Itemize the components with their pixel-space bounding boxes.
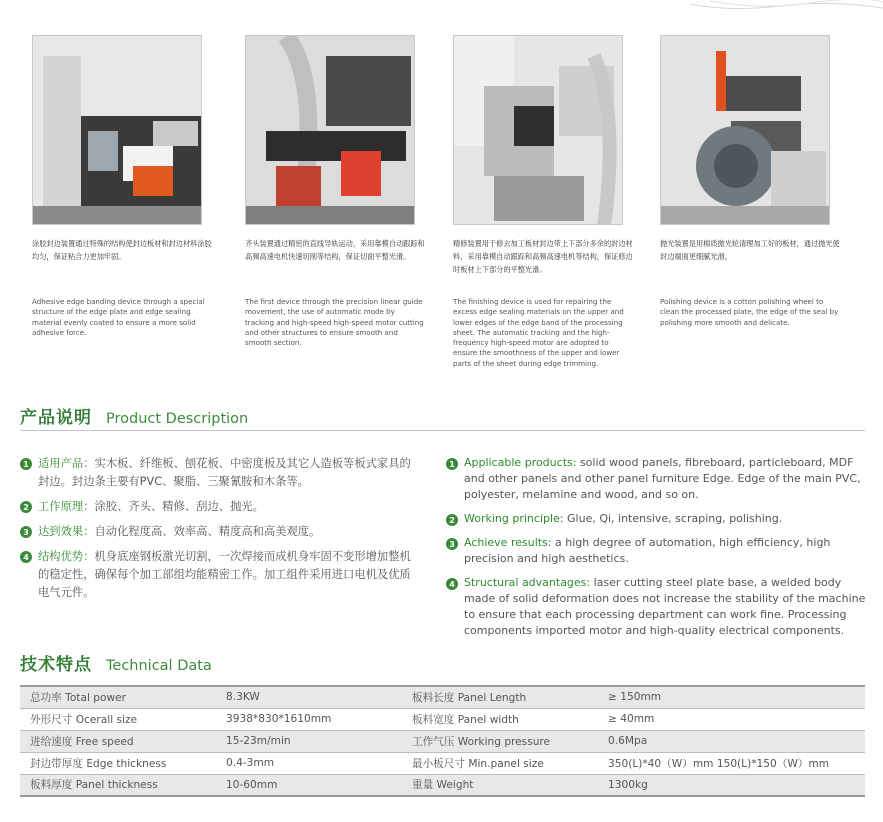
end-trimming-unit-photo	[245, 35, 415, 225]
list-item	[446, 575, 866, 639]
spec-label: 工作气压 Working pressure	[402, 730, 598, 752]
feature-caption-zh: 抛光装置是用棉质抛光轮清理加工好的板材，通过抛光使封边端面更细腻光滑。	[660, 239, 840, 261]
table-row	[20, 708, 865, 730]
polishing-unit-photo	[660, 35, 830, 225]
item-text: 涂胶、齐头、精修、刮边、抛光。	[94, 500, 264, 513]
item-text: laser cutting steel plate base, a welded body made of solid deformation does not increase the stability of the machine to ensure that each processing department can work fine. Processing components imported motor and high-quality electrical components.	[464, 576, 866, 637]
number-badge: 4	[446, 578, 458, 590]
spec-value: ≥ 40mm	[598, 708, 865, 730]
feature-fine-trimming	[453, 35, 633, 368]
item-text: solid wood panels, fibreboard, particleboard, MDF and other panels and other panel furniture Edge. Edge of the main PVC, polyester, melamine and wood, and so on.	[464, 456, 861, 501]
section-title-en: Product Description	[106, 411, 249, 427]
item-label: Working principle:	[464, 512, 564, 525]
list-item	[20, 523, 420, 541]
feature-caption-en: Adhesive edge banding device through a special structure of the edge plate and edge sealing material evenly coated to ensure a more solid adhesive force.	[32, 297, 205, 337]
spec-label: 外形尺寸 Ocerall size	[20, 708, 216, 730]
item-label: 结构优势：	[38, 550, 95, 563]
feature-caption-en: The first device through the precision linear guide movement, the use of automatic mode by tracking and high-speed high-speed motor cutting and other structures to ensure smooth and smooth section.	[245, 297, 424, 348]
table-row	[20, 730, 865, 752]
feature-caption-en: The finishing device is used for repairing the excess edge sealing materials on the upper and lower edges of the edge band of the processing sheet. The automatic tracking and the high-frequency high-speed motor are adopted to ensure the smoothness of the upper and lower parts of the sheet during edge trimming.	[453, 297, 624, 368]
number-badge: 3	[20, 526, 32, 538]
spec-value: 350(L)*40（W）mm 150(L)*150（W）mm	[598, 752, 865, 774]
spec-value: 3938*830*1610mm	[216, 708, 402, 730]
technical-data-heading	[20, 650, 212, 675]
feature-polishing	[660, 35, 840, 327]
spec-value: 10-60mm	[216, 774, 402, 796]
spec-value: 0.6Mpa	[598, 730, 865, 752]
spec-value: 15-23m/min	[216, 730, 402, 752]
item-text: a high degree of automation, high efficiency, high precision and high aesthetics.	[464, 536, 831, 565]
feature-caption-zh: 涂胶封边装置通过特殊的结构使封边板材和封边材料涂胶均匀，保证粘合力更加牢固。	[32, 239, 212, 261]
product-description-heading	[20, 403, 248, 428]
fine-trimming-unit-photo	[453, 35, 623, 225]
section-divider	[20, 430, 865, 431]
list-item	[446, 455, 866, 503]
section-title-zh: 技术特点	[20, 655, 92, 675]
gluing-unit-photo	[32, 35, 202, 225]
list-item	[446, 535, 866, 567]
section-title-zh: 产品说明	[20, 408, 92, 428]
item-label: Applicable products:	[464, 456, 577, 469]
item-label: 达到效果：	[38, 525, 95, 538]
feature-end-trimming	[245, 35, 425, 348]
feature-caption-en: Polishing device is a cotton polishing wheel to clean the processed plate, the edge of the seal by polishing more smooth and delicate.	[660, 297, 839, 327]
description-en-list	[446, 455, 866, 647]
description-zh-list	[20, 455, 420, 609]
item-text: 机身底座钢板激光切割，一次焊接而成机身牢固不变形增加整机的稳定性，确保每个加工部组均能精密工作。加工组件采用进口电机及优质电气元件。	[38, 550, 411, 599]
spec-label: 板料长度 Panel Length	[402, 686, 598, 708]
list-item	[446, 511, 866, 527]
spec-label: 板料厚度 Panel thickness	[20, 774, 216, 796]
item-text: 实木板、纤维板、刨花板、中密度板及其它人造板等板式家具的封边。封边条主要有PVC、聚脂、三聚氰胺和木条等。	[38, 457, 411, 488]
table-row	[20, 686, 865, 708]
table-row	[20, 752, 865, 774]
decorative-swirl	[690, 0, 883, 14]
number-badge: 3	[446, 538, 458, 550]
list-item	[20, 498, 420, 516]
item-text: Glue, Qi, intensive, scraping, polishing.	[563, 512, 783, 525]
spec-value: 1300kg	[598, 774, 865, 796]
spec-label: 最小板尺寸 Min.panel size	[402, 752, 598, 774]
spec-value: 0.4-3mm	[216, 752, 402, 774]
item-label: Structural advantages:	[464, 576, 591, 589]
list-item	[20, 455, 420, 491]
number-badge: 2	[446, 514, 458, 526]
feature-caption-zh: 精修装置用于修去加工板材封边带上下部分多余的封边材料，采用靠模自动跟踪和高频高速电机等结构，保证修边时板材上下部分的平整光滑。	[453, 239, 633, 274]
item-label: 工作原理：	[38, 500, 95, 513]
table-row	[20, 774, 865, 796]
item-label: 适用产品：	[38, 457, 95, 470]
number-badge: 1	[446, 458, 458, 470]
spec-value: ≥ 150mm	[598, 686, 865, 708]
spec-label: 板料宽度 Panel width	[402, 708, 598, 730]
feature-gluing	[32, 35, 212, 337]
spec-label: 封边带厚度 Edge thickness	[20, 752, 216, 774]
number-badge: 4	[20, 551, 32, 563]
spec-value: 8.3KW	[216, 686, 402, 708]
feature-caption-zh: 齐头装置通过精密的直线导轨运动，采用靠模自动跟踪和高频高速电机快速切削等结构，保证切面平整光滑。	[245, 239, 425, 261]
number-badge: 1	[20, 458, 32, 470]
spec-label: 进给速度 Free speed	[20, 730, 216, 752]
spec-table	[20, 685, 865, 797]
list-item	[20, 548, 420, 602]
item-text: 自动化程度高、效率高、精度高和高美观度。	[94, 525, 321, 538]
spec-label: 总功率 Total power	[20, 686, 216, 708]
section-title-en: Technical Data	[106, 658, 212, 674]
number-badge: 2	[20, 501, 32, 513]
feature-gallery	[0, 35, 883, 380]
spec-label: 重量 Weight	[402, 774, 598, 796]
item-label: Achieve results:	[464, 536, 552, 549]
